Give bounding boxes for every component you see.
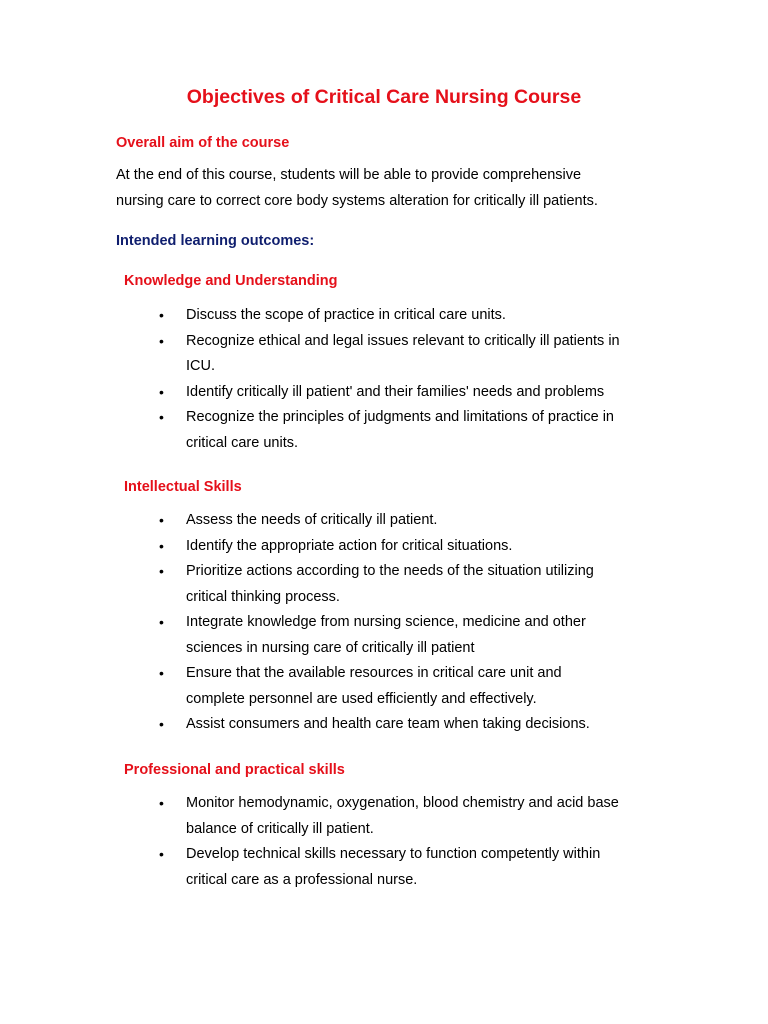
bullet-icon: • bbox=[159, 512, 164, 528]
paragraph-line: nursing care to correct core body systems alteration for critically ill patients. bbox=[116, 192, 598, 209]
list-item bbox=[0, 380, 676, 406]
knowledge-heading: Knowledge and Understanding bbox=[124, 273, 338, 289]
list-item-text: Identify critically ill patient' and their families' needs and problems bbox=[186, 383, 605, 400]
list-item bbox=[0, 610, 676, 661]
list-item-text: Recognize ethical and legal issues relevant to critically ill patients in bbox=[186, 332, 620, 349]
list-item-text: Develop technical skills necessary to function competently within bbox=[186, 846, 601, 862]
paragraph-line: At the end of this course, students will be able to provide comprehensive bbox=[116, 167, 582, 183]
list-item-text: Identify the appropriate action for critical situations. bbox=[186, 537, 513, 554]
list-item bbox=[0, 508, 676, 534]
list-item-text: balance of critically ill patient. bbox=[186, 820, 374, 837]
list-item-text: Prioritize actions according to the needs of the situation utilizing bbox=[186, 563, 594, 579]
list-item-text: Monitor hemodynamic, oxygenation, blood chemistry and acid base bbox=[186, 795, 619, 811]
list-item-text: complete personnel are used efficiently and effectively. bbox=[186, 690, 537, 707]
bullet-icon: • bbox=[159, 537, 164, 554]
list-item bbox=[0, 842, 676, 893]
list-item-text: Assess the needs of critically ill patient. bbox=[186, 512, 438, 528]
bullet-icon: • bbox=[159, 665, 164, 681]
list-item-text: Integrate knowledge from nursing science, medicine and other bbox=[186, 614, 586, 630]
bullet-icon: • bbox=[159, 846, 164, 862]
professional-list bbox=[0, 791, 768, 893]
list-item-text: ICU. bbox=[186, 358, 215, 374]
list-item bbox=[0, 329, 676, 380]
bullet-icon: • bbox=[159, 716, 164, 732]
list-item-text: Ensure that the available resources in critical care unit and bbox=[186, 665, 562, 681]
list-item bbox=[0, 303, 676, 329]
intellectual-list bbox=[0, 508, 768, 738]
list-item-text: critical care units. bbox=[186, 434, 299, 451]
list-item-text: Assist consumers and health care team when taking decisions. bbox=[186, 716, 590, 732]
bullet-icon: • bbox=[159, 614, 164, 630]
document-title: Objectives of Critical Care Nursing Course bbox=[186, 86, 582, 108]
overall-aim-paragraph bbox=[116, 163, 676, 214]
overall-aim-heading: Overall aim of the course bbox=[116, 135, 290, 151]
list-item-text: critical care as a professional nurse. bbox=[186, 871, 418, 888]
list-item bbox=[0, 712, 676, 738]
list-item-text: critical thinking process. bbox=[186, 588, 340, 605]
list-item bbox=[0, 661, 676, 712]
list-item-text: Discuss the scope of practice in critical care units. bbox=[186, 307, 506, 323]
list-item-text: sciences in nursing care of critically ill patient bbox=[186, 639, 475, 656]
list-item bbox=[0, 405, 676, 456]
bullet-icon: • bbox=[159, 383, 164, 400]
bullet-icon: • bbox=[159, 563, 164, 579]
bullet-icon: • bbox=[159, 409, 164, 425]
list-item-text: Recognize the principles of judgments and limitations of practice in bbox=[186, 409, 614, 425]
bullet-icon: • bbox=[159, 307, 164, 323]
bullet-icon: • bbox=[159, 332, 164, 349]
professional-heading: Professional and practical skills bbox=[124, 762, 345, 778]
intellectual-heading: Intellectual Skills bbox=[124, 479, 242, 495]
knowledge-list bbox=[0, 303, 768, 456]
outcomes-heading: Intended learning outcomes: bbox=[116, 233, 315, 249]
bullet-icon: • bbox=[159, 795, 164, 811]
list-item bbox=[0, 534, 676, 560]
list-item bbox=[0, 559, 676, 610]
list-item bbox=[0, 791, 676, 842]
